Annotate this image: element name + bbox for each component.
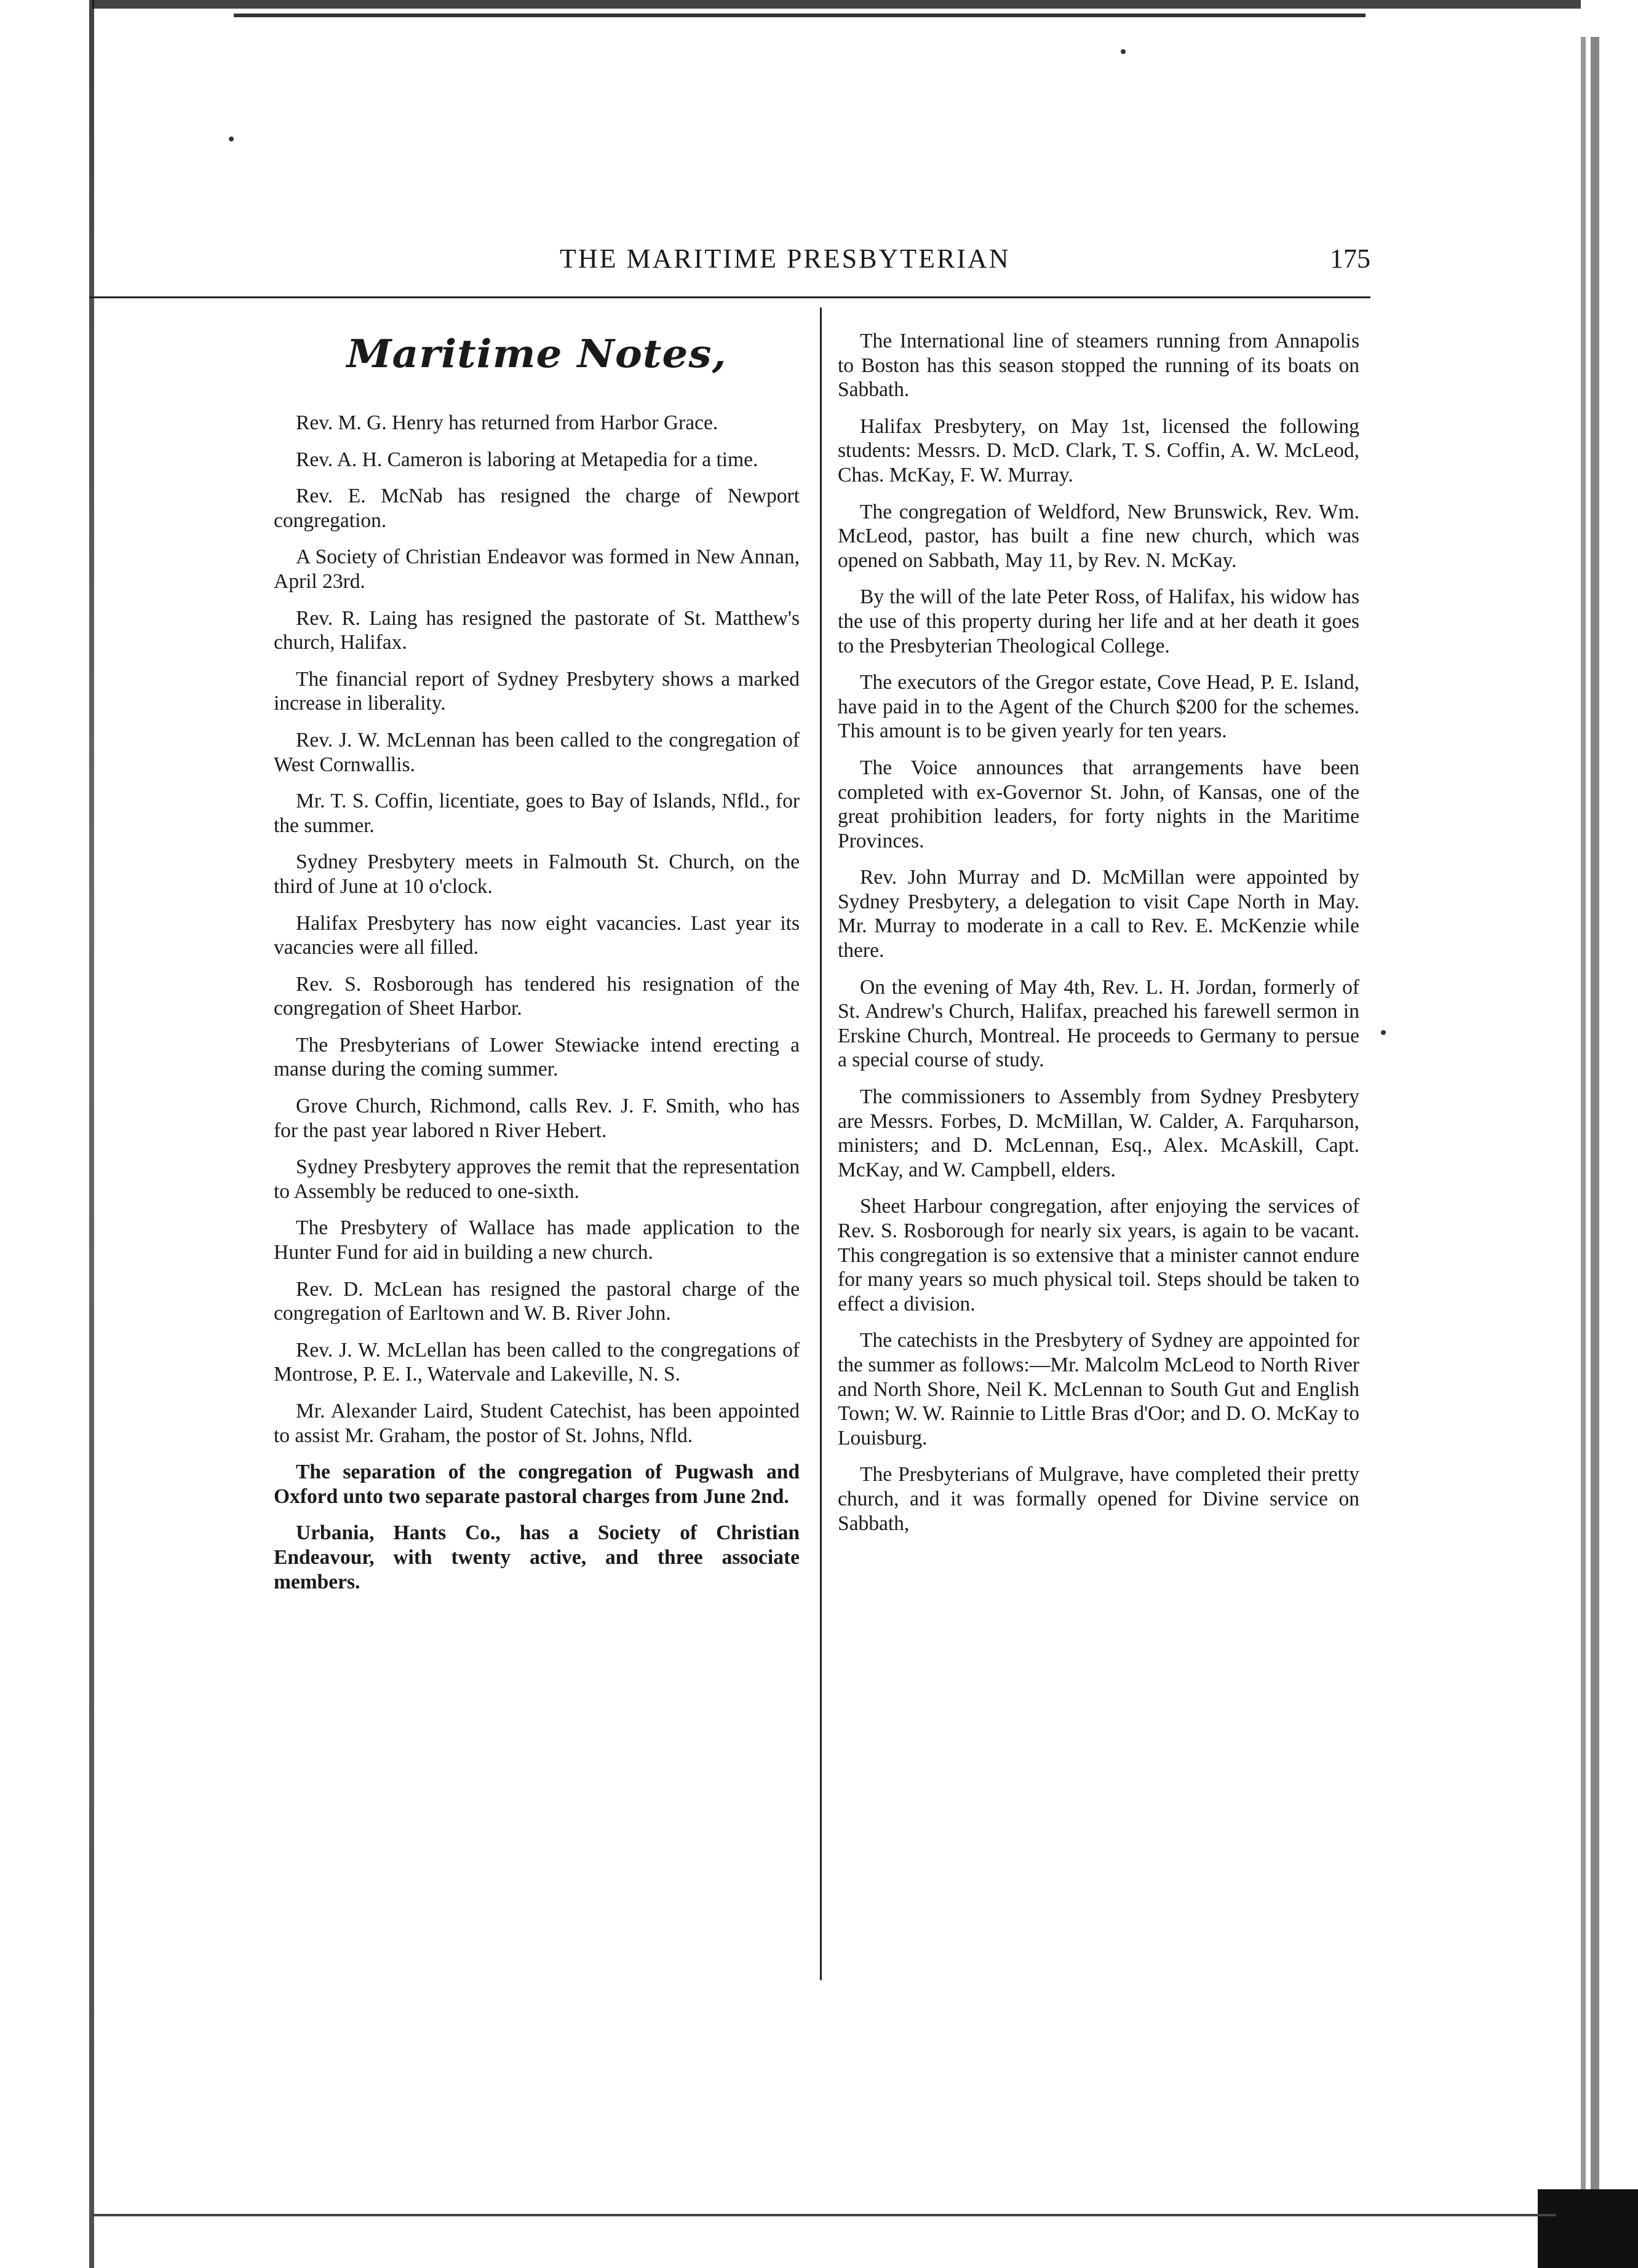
news-item: The Presbyterians of Mulgrave, have completed their pretty church, and it was formally opened for Divine service on Sabbath, bbox=[838, 1463, 1359, 1535]
news-item: Rev. J. W. McLennan has been called to the congregation of West Cornwallis. bbox=[274, 728, 800, 776]
news-item: The separation of the congregation of Pugwash and Oxford unto two separate pastoral charges from June 2nd. bbox=[274, 1461, 800, 1508]
news-item: Sydney Presbytery meets in Falmouth St. Church, on the third of June at 10 o'clock. bbox=[274, 850, 800, 898]
news-item: Rev. M. G. Henry has returned from Harbor Grace. bbox=[296, 411, 718, 434]
news-item: The commissioners to Assembly from Sydney Presbytery are Messrs. Forbes, D. McMillan, W. Calder, A. Farquharson, ministers; and D. McLennan, Esq., Alex. McAskill, Capt. McKay, and W. Campbell, elders. bbox=[838, 1085, 1359, 1181]
scan-speck bbox=[1121, 49, 1126, 54]
news-item: Rev. E. McNab has resigned the charge of Newport congregation. bbox=[274, 485, 800, 532]
running-head bbox=[89, 243, 1370, 286]
news-item: On the evening of May 4th, Rev. L. H. Jordan, formerly of St. Andrew's Church, Halifax, preached his farewell sermon in Erskine Church, Montreal. He proceeds to Germany to persue a special course of study. bbox=[838, 975, 1359, 1072]
column-divider bbox=[820, 307, 822, 1980]
news-item: The Presbytery of Wallace has made application to the Hunter Fund for aid in building a new church. bbox=[274, 1216, 800, 1264]
news-item: Urbania, Hants Co., has a Society of Christian Endeavour, with twenty active, and three associate members. bbox=[274, 1521, 800, 1593]
scan-edge-right bbox=[1575, 37, 1599, 2268]
news-item: Rev. S. Rosborough has tendered his resignation of the congregation of Sheet Harbor. bbox=[274, 972, 800, 1020]
scan-corner-shadow bbox=[1538, 2189, 1638, 2268]
page-number: 175 bbox=[1330, 244, 1370, 274]
left-column bbox=[274, 326, 800, 1606]
news-item: Halifax Presbytery has now eight vacancies. Last year its vacancies were all filled. bbox=[274, 911, 800, 959]
news-item: Rev. D. McLean has resigned the pastoral charge of the congregation of Earltown and W. B. River John. bbox=[274, 1277, 800, 1325]
news-item: Rev. R. Laing has resigned the pastorate of St. Matthew's church, Halifax. bbox=[274, 606, 800, 654]
running-title: THE MARITIME PRESBYTERIAN bbox=[560, 244, 1011, 274]
news-item: Grove Church, Richmond, calls Rev. J. F. Smith, who has for the past year labored n River Hebert. bbox=[274, 1095, 800, 1142]
news-item: By the will of the late Peter Ross, of Halifax, his widow has the use of this property during her life and at her death it goes to the Presbyterian Theological College. bbox=[838, 585, 1359, 657]
scan-speck bbox=[1381, 1030, 1386, 1035]
scan-edge-bottom bbox=[92, 2214, 1556, 2216]
news-item: The congregation of Weldford, New Brunswick, Rev. Wm. McLeod, pastor, has built a fine new church, which was opened on Sabbath, May 11, by Rev. N. McKay. bbox=[838, 500, 1359, 572]
news-item: Mr. Alexander Laird, Student Catechist, has been appointed to assist Mr. Graham, the postor of St. Johns, Nfld. bbox=[274, 1400, 800, 1447]
news-item: Sydney Presbytery approves the remit that the representation to Assembly be reduced to one-sixth. bbox=[274, 1156, 800, 1203]
header-rule bbox=[89, 296, 1370, 298]
news-item: The catechists in the Presbytery of Sydney are appointed for the summer as follows:—Mr. Malcolm McLeod to North River and North Shore, Neil K. McLennan to South Gut and English Town; W. W. Rainnie to Little Bras d'Oor; and D. O. McKay to Louisburg. bbox=[838, 1329, 1359, 1449]
section-title: Maritime Notes, bbox=[346, 330, 727, 377]
news-item: Rev. A. H. Cameron is laboring at Metapedia for a time. bbox=[296, 448, 758, 471]
news-item: Rev. J. W. McLellan has been called to the congregations of Montrose, P. E. I., Watervale and Lakeville, N. S. bbox=[274, 1338, 800, 1386]
news-item: The Presbyterians of Lower Stewiacke intend erecting a manse during the coming summer. bbox=[274, 1033, 800, 1081]
news-item: A Society of Christian Endeavor was formed in New Annan, April 23rd. bbox=[274, 545, 800, 593]
news-item: The International line of steamers running from Annapolis to Boston has this season stopped the running of its boats on Sabbath. bbox=[838, 330, 1359, 402]
scan-edge-left bbox=[89, 0, 94, 2268]
news-item: Sheet Harbour congregation, after enjoying the services of Rev. S. Rosborough for nearly six years, is again to be vacant. This congregation is so extensive that a minister cannot endure for many years so much physical toil. Steps should be taken to effect a division. bbox=[838, 1195, 1359, 1315]
news-item: The executors of the Gregor estate, Cove Head, P. E. Island, have paid in to the Agent of the Church $200 for the schemes. This amount is to be given yearly for ten years. bbox=[838, 671, 1359, 743]
right-column bbox=[838, 329, 1359, 1548]
scan-speck bbox=[229, 137, 234, 141]
news-item: The financial report of Sydney Presbytery shows a marked increase in liberality. bbox=[274, 667, 800, 715]
news-item: Halifax Presbytery, on May 1st, licensed the following students: Messrs. D. McD. Clark, T. S. Coffin, A. W. McLeod, Chas. McKay, F. W. Murray. bbox=[838, 414, 1359, 486]
news-item: The Voice announces that arrangements have been completed with ex-Governor St. John, of Kansas, one of the great prohibition leaders, for forty nights in the Maritime Provinces. bbox=[838, 756, 1359, 852]
news-item: Rev. John Murray and D. McMillan were appointed by Sydney Presbytery, a delegation to visit Cape North in May. Mr. Murray to moderate in a call to Rev. E. McKenzie while there. bbox=[838, 866, 1359, 962]
scan-rule-top bbox=[234, 14, 1366, 17]
scan-edge-top bbox=[92, 0, 1581, 26]
news-item: Mr. T. S. Coffin, licentiate, goes to Bay of Islands, Nfld., for the summer. bbox=[274, 790, 800, 837]
